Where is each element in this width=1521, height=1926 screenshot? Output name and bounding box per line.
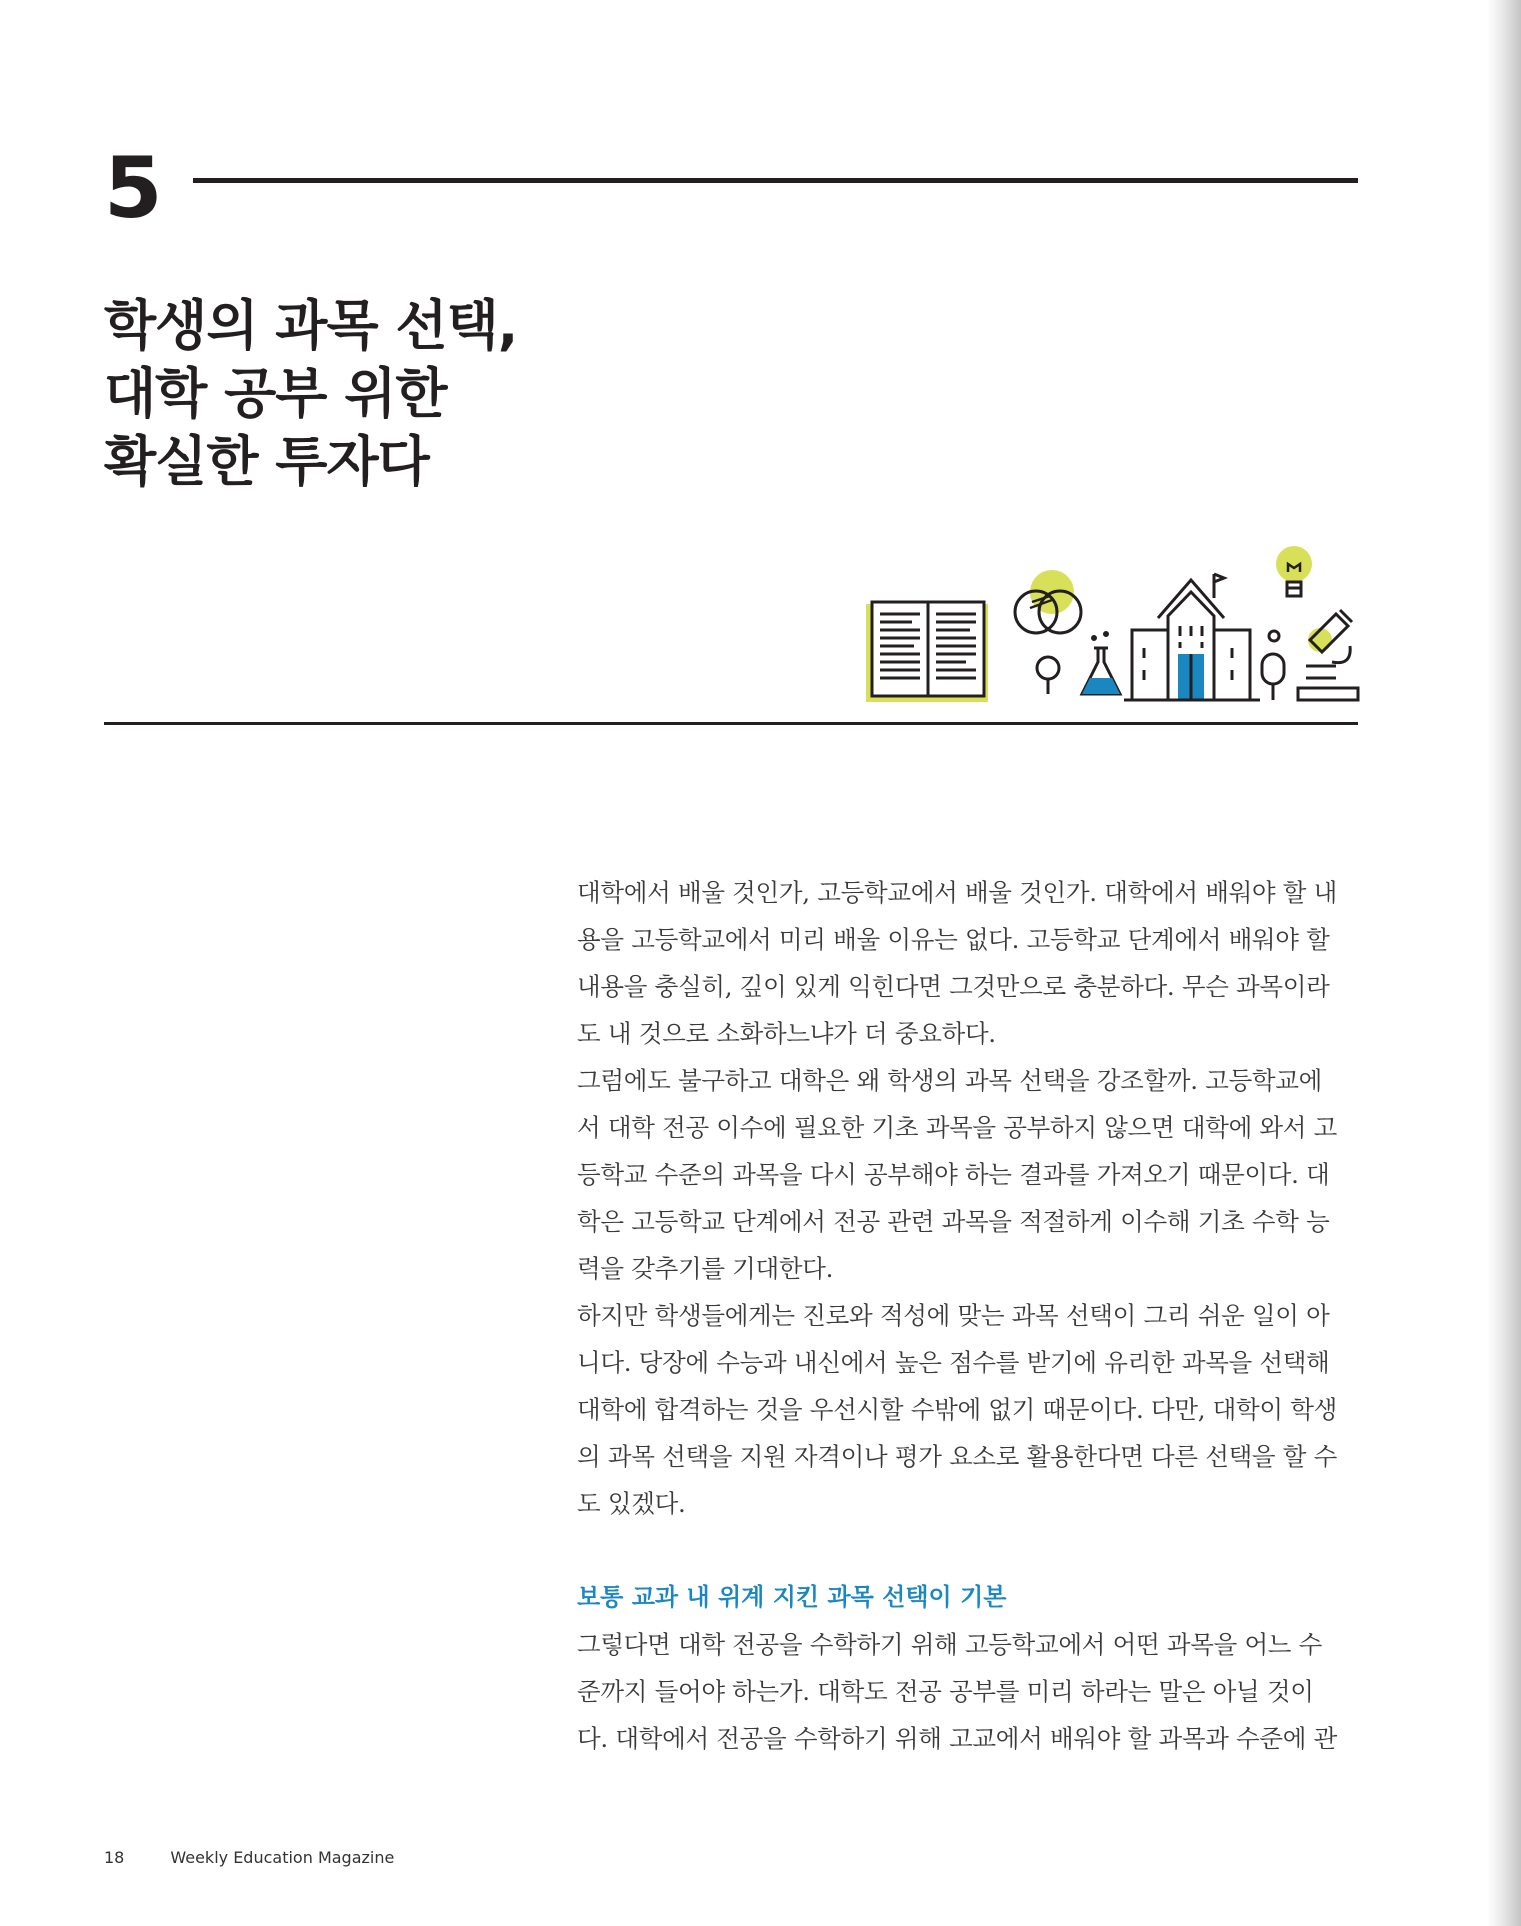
body-line: 준까지 들어야 하는가. 대학도 전공 공부를 미리 하라는 말은 아닐 것이 (577, 1677, 1314, 1706)
section-divider (104, 722, 1358, 725)
book-icon (866, 602, 988, 702)
article-title (104, 292, 517, 496)
lightbulb-icon (1276, 546, 1312, 596)
body-line: 도 있겠다. (577, 1489, 686, 1518)
title-line: 확실한 투자다 (104, 430, 429, 493)
header-rule (193, 178, 1358, 183)
school-building-icon (1124, 574, 1260, 700)
page-edge-shadow (1487, 0, 1521, 1926)
body-line: 그렇다면 대학 전공을 수학하기 위해 고등학교에서 어떤 과목을 어느 수 (577, 1630, 1323, 1659)
title-line: 대학 공부 위한 (104, 362, 447, 425)
article-body-continued (577, 1621, 1358, 1762)
section-subheading: 보통 교과 내 위계 지킨 과목 선택이 기본 (577, 1583, 1007, 1611)
page-footer (104, 1846, 394, 1870)
body-line: 대학에서 배울 것인가, 고등학교에서 배울 것인가. 대학에서 배워야 할 내 (577, 878, 1338, 907)
page-number: 18 (104, 1848, 125, 1867)
body-line: 대학에 합격하는 것을 우선시할 수밖에 없기 때문이다. 다만, 대학이 학생 (577, 1395, 1338, 1424)
venn-diagram-icon (1015, 570, 1081, 633)
body-line: 도 내 것으로 소화하느냐가 더 중요하다. (577, 1019, 996, 1048)
title-line: 학생의 과목 선택, (104, 294, 518, 357)
body-line: 니다. 당장에 수능과 내신에서 높은 점수를 받기에 유리한 과목을 선택해 (577, 1348, 1330, 1377)
body-line: 그럼에도 불구하고 대학은 왜 학생의 과목 선택을 강조할까. 고등학교에 (577, 1066, 1323, 1095)
body-line: 등학교 수준의 과목을 다시 공부해야 하는 결과를 가져오기 때문이다. 대 (577, 1160, 1330, 1189)
body-line: 용을 고등학교에서 미리 배울 이유는 없다. 고등학교 단계에서 배워야 할 (577, 925, 1330, 954)
education-illustration (862, 536, 1362, 716)
flask-icon (1082, 633, 1120, 695)
body-line: 학은 고등학교 단계에서 전공 관련 과목을 적절하게 이수해 기초 수학 능 (577, 1207, 1330, 1236)
article-body (577, 869, 1358, 1527)
body-line: 다. 대학에서 전공을 수학하기 위해 고교에서 배워야 할 과목과 수준에 관 (577, 1724, 1338, 1753)
body-line: 내용을 충실히, 깊이 있게 익힌다면 그것만으로 충분하다. 무슨 과목이라 (577, 972, 1330, 1001)
section-number: 5 (104, 139, 163, 237)
body-line: 하지만 학생들에게는 진로와 적성에 맞는 과목 선택이 그리 쉬운 일이 아 (577, 1301, 1330, 1330)
body-line: 의 과목 선택을 지원 자격이나 평가 요소로 활용한다면 다른 선택을 할 수 (577, 1442, 1338, 1471)
publication-name: Weekly Education Magazine (170, 1848, 395, 1867)
body-line: 력을 갖추기를 기대한다. (577, 1254, 834, 1283)
body-line: 서 대학 전공 이수에 필요한 기초 과목을 공부하지 않으면 대학에 와서 고 (577, 1113, 1338, 1142)
tree-icon (1037, 657, 1059, 694)
microscope-icon (1298, 610, 1358, 700)
tree-icon (1262, 631, 1284, 700)
